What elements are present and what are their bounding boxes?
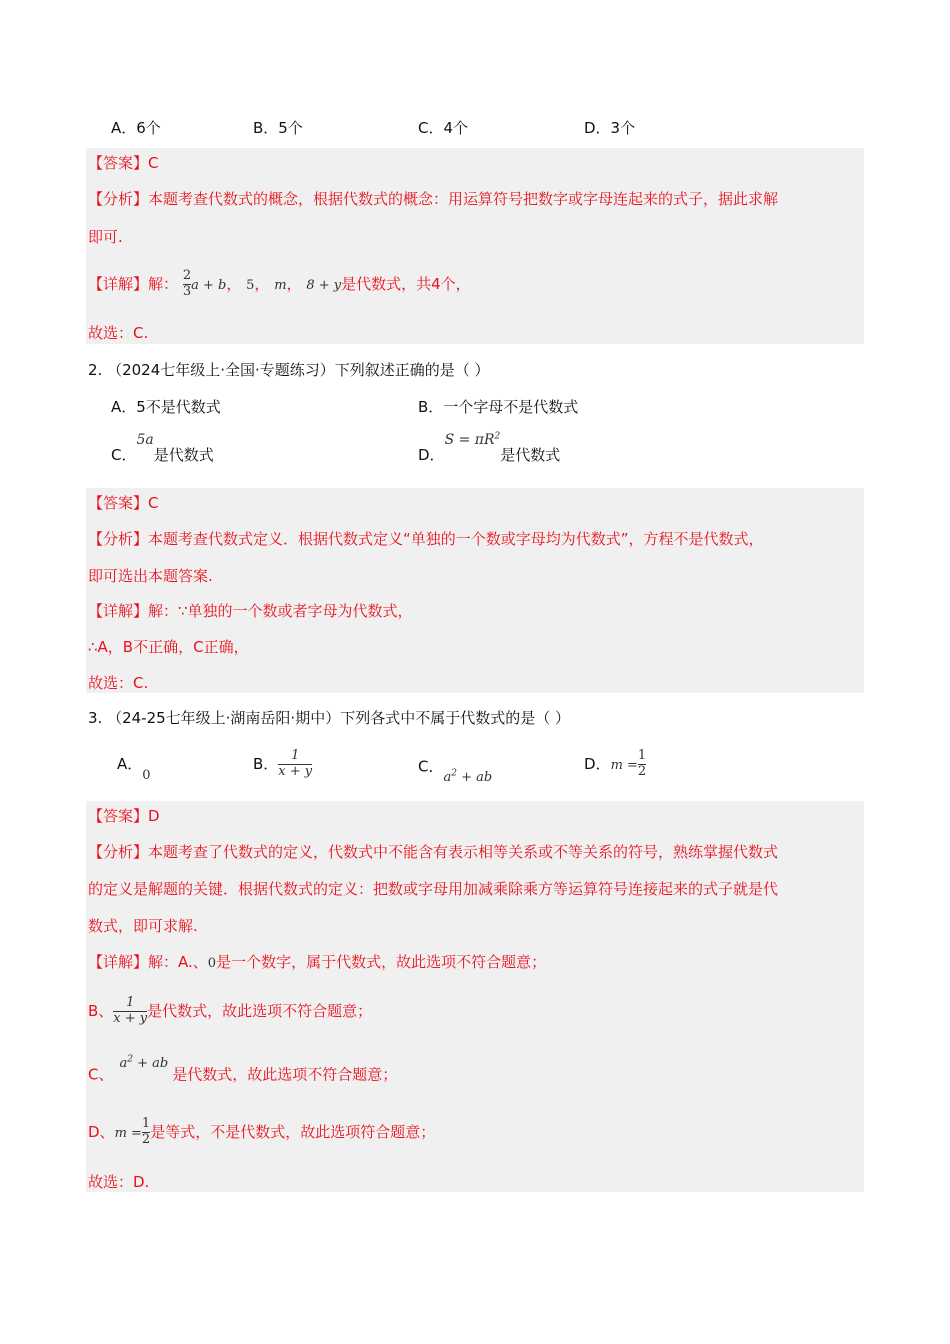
q3-option-a [117,744,151,786]
math-expr-5: 5 [246,278,255,293]
math-expr-a2-plus-ab: $a^2$ + ab [119,1055,169,1072]
q1-analysis-cont: 即可. [88,228,123,246]
detail-prefix: 解： [148,275,179,293]
answer-value: C [148,494,159,512]
detail-suffix: 是等式，不是代数式，故此选项符合题意； [150,1123,436,1141]
answer-value: C [148,154,159,172]
fraction-one-half: $\frac{1}{2}$ [637,748,647,779]
q2-analysis-cont: 即可选出本题答案. [88,567,213,585]
math-expr-0: 0 [142,768,151,783]
option-label: D． [584,755,611,773]
fraction-two-thirds: $\frac{2}{3}$ [182,268,192,299]
q2-stem: 2. （2024七年级上·全国·专题练习）下列叙述正确的是（ ） [88,361,490,379]
q3-stem: 3. （24-25七年级上·湖南岳阳·期中）下列各式中不属于代数式的是（ ） [88,709,570,727]
option-suffix: 是代数式 [500,446,561,464]
detail-text: 解：∵单独的一个数或者字母为代数式， [148,602,413,620]
q3-detail-a [88,952,546,974]
option-label: B． [253,755,279,773]
q3-answer [88,806,160,826]
q2-option-b: B．一个字母不是代数式 [418,398,579,416]
q1-option-c: C．4个 [418,119,469,137]
q1-option-d: D．3个 [584,119,636,137]
option-suffix: 是代数式 [153,446,214,464]
q1-conclusion: 故选：C. [88,324,149,342]
q1-answer [88,153,159,173]
fraction-one-half: $\frac{1}{2}$ [141,1116,151,1147]
q1-solution-box [86,148,864,344]
detail-tag: 【详解】 [88,275,149,293]
q2-solution-box [86,488,864,693]
detail-tag: 【详解】 [88,602,149,620]
q3-analysis-cont2: 数式，即可求解. [88,917,198,935]
fraction-1-over-x-plus-y: $\frac{1}{x + y}$ [113,995,148,1026]
option-label: A． [117,755,143,773]
analysis-text: 本题考查了代数式的定义，代数式中不能含有表示相等关系或不等关系的符号，熟练掌握代数式 [148,843,779,861]
math-expr-5a: 5a [136,432,154,448]
q2-answer [88,493,159,513]
q3-analysis [88,842,778,862]
analysis-text: 本题考查代数式定义．根据代数式定义“单独的一个数或字母均为代数式”，方程不是代数式， [148,530,764,548]
option-label: D． [418,446,445,464]
answer-tag: 【答案】 [88,807,149,825]
q3-option-c [418,744,492,788]
q3-analysis-cont: 的定义是解题的关键．根据代数式的定义：把数或字母用加减乘除乘方等运算符号连接起来的式子就是代 [88,880,779,898]
answer-tag: 【答案】 [88,154,149,172]
q2-option-c [111,430,214,464]
option-label: C． [418,757,444,776]
q2-analysis [88,529,764,549]
detail-suffix: 是代数式，故此选项不符合题意； [147,1002,373,1020]
detail-prefix: B、 [88,1002,114,1020]
detail-suffix: 是代数式，共4个， [341,275,471,293]
answer-tag: 【答案】 [88,494,149,512]
q1-analysis [88,189,778,209]
analysis-tag: 【分析】 [88,843,149,861]
detail-suffix: 是一个数字，属于代数式，故此选项不符合题意； [216,953,547,971]
q1-option-b: B．5个 [253,119,303,137]
detail-prefix: 解：A.、 [148,953,208,971]
detail-tag: 【详解】 [88,953,149,971]
math-expr-m-eq: m = [610,758,638,773]
math-expr-a-plus-b: a + b [191,278,227,293]
q3-detail-c [88,1052,397,1096]
analysis-text: 本题考查代数式的概念，根据代数式的概念：用运算符号把数字或字母连起来的式子，据此求解 [148,190,779,208]
analysis-tag: 【分析】 [88,190,149,208]
q1-option-a: A．6个 [111,119,161,137]
analysis-tag: 【分析】 [88,530,149,548]
q2-detail-line2: ∴A，B不正确，C正确， [88,638,249,656]
option-label: C． [111,446,137,464]
separator: ， [254,275,270,293]
math-expr-m-eq: m = [114,1126,142,1141]
q1-detail [88,264,471,306]
math-expr-m: m [274,278,287,293]
q3-detail-d [88,1112,435,1154]
separator: ， [286,275,302,293]
answer-value: D [148,807,160,825]
fraction-1-over-x-plus-y: $\frac{1}{x + y}$ [278,748,313,779]
q3-conclusion: 故选：D. [88,1173,150,1191]
q3-detail-b [88,991,372,1031]
detail-prefix: C、 [88,1065,114,1084]
separator: ， [226,275,242,293]
q2-option-d [418,430,561,464]
math-expr-a2-plus-ab: $a^2$ + ab [443,769,493,786]
q2-option-a: A．5不是代数式 [111,398,221,416]
detail-prefix: D、 [88,1123,115,1141]
detail-suffix: 是代数式，故此选项不符合题意； [172,1065,398,1084]
math-expr-8-plus-y: 8 + y [306,278,342,293]
q2-conclusion: 故选：C. [88,674,149,692]
math-expr-0: 0 [207,956,217,971]
q3-option-d [584,744,646,786]
math-expr-s-eq-pi-r2: $S = \pi R^2$ [444,431,501,448]
q2-detail [88,601,413,621]
q3-option-b [253,744,312,784]
